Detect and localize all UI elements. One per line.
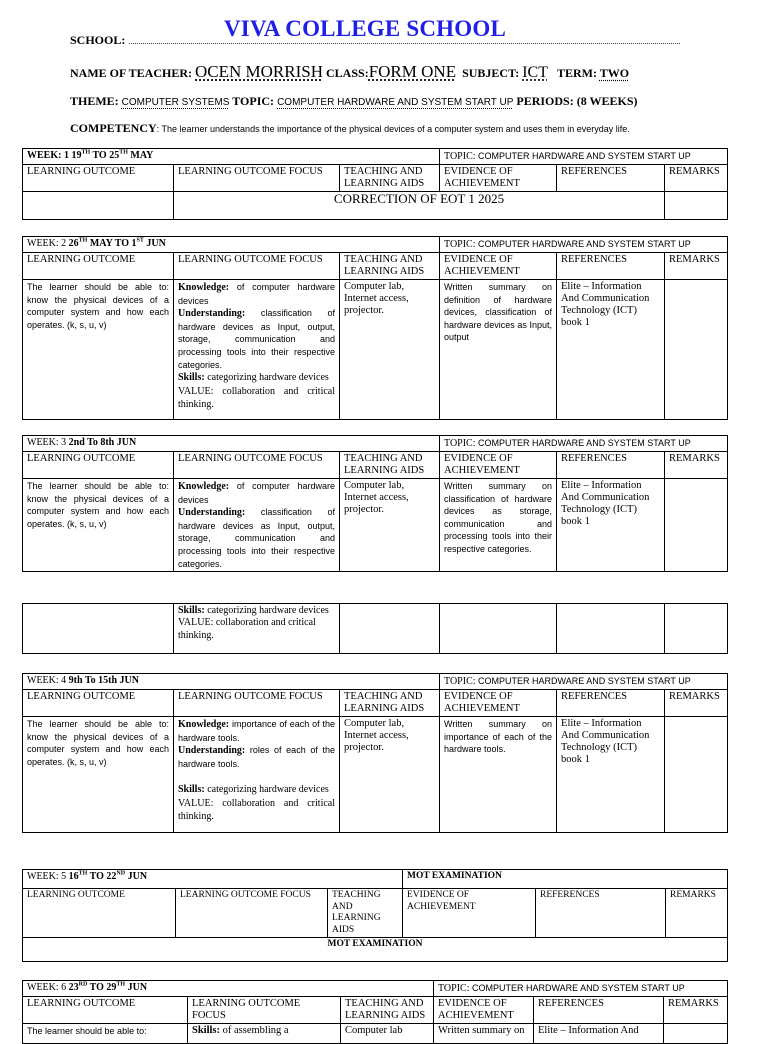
week-3-cont-remarks bbox=[665, 604, 728, 654]
week-3-cont-outcome bbox=[23, 604, 174, 654]
week-4-references: Elite – Information And Communication Technology (ICT) book 1 bbox=[557, 717, 665, 833]
periods-label: PERIODS: (8 WEEKS) bbox=[516, 94, 638, 108]
week-4-label: WEEK: 4 9th To 15th JUN bbox=[23, 674, 440, 690]
week-3-focus: Knowledge: of computer hardware devices Understanding: classification of hardware devices as Input, output, storage, communication and processing tools into their respective categories. bbox=[174, 479, 340, 572]
week-3-references: Elite – Information And Communication Technology (ICT) book 1 bbox=[557, 479, 665, 572]
school-label: SCHOOL: bbox=[70, 33, 126, 47]
week-1-table bbox=[22, 148, 728, 220]
class-value: FORM ONE bbox=[368, 62, 457, 81]
week-3-cont-evidence bbox=[440, 604, 557, 654]
col-evidence: EVIDENCE OF ACHIEVEMENT bbox=[403, 889, 536, 938]
class-label: CLASS: bbox=[326, 66, 369, 80]
week-5-exam-body: MOT EXAMINATION bbox=[23, 938, 728, 962]
week-6-topic: TOPIC: COMPUTER HARDWARE AND SYSTEM START UP bbox=[434, 981, 728, 997]
teacher-line bbox=[70, 62, 629, 82]
col-learning-outcome: LEARNING OUTCOME bbox=[23, 452, 174, 479]
teacher-name: OCEN MORRISH bbox=[195, 62, 324, 81]
col-learning-outcome: LEARNING OUTCOME bbox=[23, 997, 188, 1024]
week-5-table bbox=[22, 869, 728, 962]
school-dotted-line bbox=[129, 33, 680, 44]
col-references: REFERENCES bbox=[557, 253, 665, 280]
week-4-table bbox=[22, 673, 728, 833]
week-4-outcome: The learner should be able to: know the physical devices of a computer system and how each operates. (k, s, u, v) bbox=[23, 717, 174, 833]
col-evidence: EVIDENCE OF ACHIEVEMENT bbox=[440, 165, 557, 192]
col-aids: TEACHING AND LEARNING AIDS bbox=[328, 889, 403, 938]
col-aids: TEACHING AND LEARNING AIDS bbox=[341, 997, 434, 1024]
week-3-cont-references bbox=[557, 604, 665, 654]
week-5-exam-title: MOT EXAMINATION bbox=[403, 870, 728, 889]
col-learning-outcome: LEARNING OUTCOME bbox=[23, 889, 176, 938]
col-remarks: REMARKS bbox=[665, 253, 728, 280]
col-remarks: REMARKS bbox=[665, 690, 728, 717]
col-references: REFERENCES bbox=[557, 452, 665, 479]
week-2-remarks bbox=[665, 280, 728, 420]
col-references: REFERENCES bbox=[557, 690, 665, 717]
col-remarks: REMARKS bbox=[666, 889, 728, 938]
term-value: TWO bbox=[599, 66, 630, 80]
col-learning-outcome: LEARNING OUTCOME bbox=[23, 165, 174, 192]
col-evidence: EVIDENCE OF ACHIEVEMENT bbox=[440, 253, 557, 280]
col-focus: LEARNING OUTCOME FOCUS bbox=[174, 253, 340, 280]
competency-label: COMPETENCY bbox=[70, 121, 157, 135]
week-2-table bbox=[22, 236, 728, 420]
week-6-evidence: Written summary on bbox=[434, 1024, 534, 1044]
col-focus: LEARNING OUTCOME FOCUS bbox=[174, 690, 340, 717]
week-4-topic: TOPIC: COMPUTER HARDWARE AND SYSTEM START UP bbox=[440, 674, 728, 690]
competency-line bbox=[70, 121, 630, 136]
teacher-label: NAME OF TEACHER: bbox=[70, 66, 193, 80]
term-label: TERM: bbox=[556, 66, 597, 80]
week-1-empty-cell bbox=[23, 192, 174, 220]
week-3-evidence: Written summary on classification of hardware devices as storage, communication and processing tools into their respective categories. bbox=[440, 479, 557, 572]
week-2-evidence: Written summary on definition of hardware devices, classification of hardware devices as Input, output bbox=[440, 280, 557, 420]
week-3-topic: TOPIC: COMPUTER HARDWARE AND SYSTEM START UP bbox=[440, 436, 728, 452]
week-1-remarks bbox=[665, 192, 728, 220]
week-2-outcome: The learner should be able to: know the physical devices of a computer system and how each operates. (k, s, u, v) bbox=[23, 280, 174, 420]
topic-label: TOPIC: bbox=[232, 94, 275, 108]
col-aids: TEACHING AND LEARNING AIDS bbox=[340, 690, 440, 717]
col-focus: LEARNING OUTCOME FOCUS bbox=[174, 452, 340, 479]
week-6-remarks bbox=[664, 1024, 728, 1044]
col-evidence: EVIDENCE OF ACHIEVEMENT bbox=[440, 452, 557, 479]
week-6-references: Elite – Information And bbox=[534, 1024, 664, 1044]
week-3-label: WEEK: 3 2nd To 8th JUN bbox=[23, 436, 440, 452]
col-remarks: REMARKS bbox=[665, 452, 728, 479]
col-references: REFERENCES bbox=[534, 997, 664, 1024]
col-remarks: REMARKS bbox=[665, 165, 728, 192]
subject-label: SUBJECT: bbox=[462, 66, 520, 80]
week-3-remarks bbox=[665, 479, 728, 572]
topic-value: COMPUTER HARDWARE AND SYSTEM START UP bbox=[277, 97, 514, 108]
col-focus: LEARNING OUTCOME FOCUS bbox=[176, 889, 328, 938]
col-references: REFERENCES bbox=[536, 889, 666, 938]
week-5-label: WEEK: 5 16TH TO 22ND JUN bbox=[23, 870, 403, 889]
week-6-table bbox=[22, 980, 728, 1044]
theme-label: THEME: bbox=[70, 94, 119, 108]
week-6-focus: Skills: of assembling a bbox=[188, 1024, 341, 1044]
subject-value: ICT bbox=[522, 64, 548, 81]
week-1-content: CORRECTION OF EOT 1 2025 bbox=[174, 192, 665, 220]
col-aids: TEACHING AND LEARNING AIDS bbox=[340, 452, 440, 479]
col-references: REFERENCES bbox=[557, 165, 665, 192]
week-3-cont-aids bbox=[340, 604, 440, 654]
week-6-outcome: The learner should be able to: bbox=[23, 1024, 188, 1044]
col-evidence: EVIDENCE OF ACHIEVEMENT bbox=[440, 690, 557, 717]
col-aids: TEACHING AND LEARNING AIDS bbox=[340, 253, 440, 280]
week-6-aids: Computer lab bbox=[341, 1024, 434, 1044]
week-2-label: WEEK: 2 26TH MAY TO 1ST JUN bbox=[23, 237, 440, 253]
week-4-aids: Computer lab, Internet access, projector. bbox=[340, 717, 440, 833]
school-title: VIVA COLLEGE SCHOOL bbox=[223, 16, 506, 41]
theme-line bbox=[70, 94, 638, 109]
week-1-label: WEEK: 1 19TH TO 25TH MAY bbox=[23, 149, 440, 165]
week-3-aids: Computer lab, Internet access, projector. bbox=[340, 479, 440, 572]
week-2-aids: Computer lab, Internet access, projector. bbox=[340, 280, 440, 420]
week-3-table bbox=[22, 435, 728, 572]
week-4-evidence: Written summary on importance of each of the hardware tools. bbox=[440, 717, 557, 833]
week-6-label: WEEK: 6 23RD TO 29TH JUN bbox=[23, 981, 434, 997]
week-2-focus: Knowledge: of computer hardware devices Understanding: classification of hardware devices as Input, output, storage, communication and processing tools into their respective categories. Skills: categorizing hardware devices VALUE: collaboration and critical thinking. bbox=[174, 280, 340, 420]
week-3-cont-focus: Skills: categorizing hardware devices VALUE: collaboration and critical thinking. bbox=[174, 604, 340, 654]
week-3-outcome: The learner should be able to: know the physical devices of a computer system and how each operates. (k, s, u, v) bbox=[23, 479, 174, 572]
col-aids: TEACHING AND LEARNING AIDS bbox=[340, 165, 440, 192]
week-1-topic: TOPIC: COMPUTER HARDWARE AND SYSTEM START UP bbox=[440, 149, 728, 165]
competency-text: : The learner understands the importance of the physical devices of a computer system and uses them in everyday life. bbox=[156, 124, 630, 134]
week-4-remarks bbox=[665, 717, 728, 833]
week-2-references: Elite – Information And Communication Technology (ICT) book 1 bbox=[557, 280, 665, 420]
theme-value: COMPUTER SYSTEMS bbox=[121, 97, 230, 108]
col-remarks: REMARKS bbox=[664, 997, 728, 1024]
col-learning-outcome: LEARNING OUTCOME bbox=[23, 253, 174, 280]
week-2-topic: TOPIC: COMPUTER HARDWARE AND SYSTEM START UP bbox=[440, 237, 728, 253]
col-learning-outcome: LEARNING OUTCOME bbox=[23, 690, 174, 717]
week-4-focus: Knowledge: importance of each of the hardware tools. Understanding: roles of each of the hardware tools. Skills: categorizing hardware devices VALUE: collaboration and critical thinking. bbox=[174, 717, 340, 833]
week-3-continuation-table bbox=[22, 603, 728, 654]
col-focus: LEARNING OUTCOME FOCUS bbox=[188, 997, 341, 1024]
col-evidence: EVIDENCE OF ACHIEVEMENT bbox=[434, 997, 534, 1024]
col-focus: LEARNING OUTCOME FOCUS bbox=[174, 165, 340, 192]
school-field bbox=[70, 33, 680, 48]
